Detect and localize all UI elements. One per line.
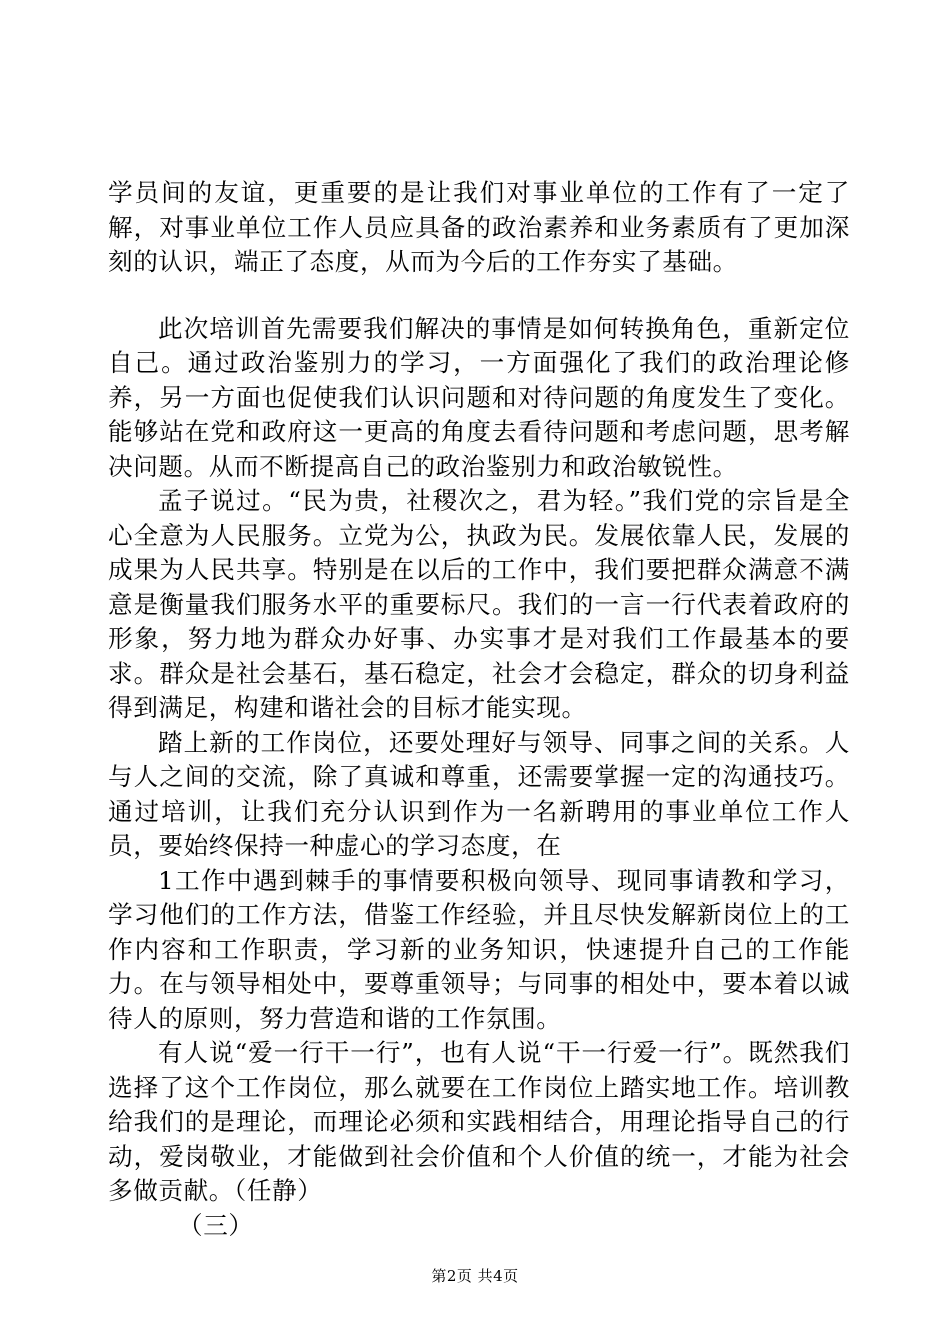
paragraph-mencius-quote: 孟子说过。“民为贵，社稷次之，君为轻。”我们党的宗旨是全心全意为人民服务。立党为公，执政为民。发展依靠人民，发展的成果为人民共享。特别是在以后的工作中，我们要把群众满意不满意是衡量我们服务水平的重要标尺。我们的一言一行代表着政府的形象，努力地为群众办好事、办实事才是对我们工作最基本的要求。群众是社会基石，基石稳定，社会才会稳定，群众的切身利益得到满足，构建和谐社会的目标才能实现。 bbox=[108, 486, 850, 722]
paragraph-learning-from-colleagues: 1工作中遇到棘手的事情要积极向领导、现同事请教和学习，学习他们的工作方法，借鉴工作经验，并且尽快发解新岗位上的工作内容和工作职责，学习新的业务知识，快速提升自己的工作能力。在与领导相处中，要尊重领导；与同事的相处中，要本着以诚待人的原则，努力营造和谐的工作氛围。 bbox=[108, 865, 850, 1033]
paragraph-role-transition: 此次培训首先需要我们解决的事情是如何转换角色，重新定位自己。通过政治鉴别力的学习，一方面强化了我们的政治理论修养，另一方面也促使我们认识问题和对待问题的角度发生了变化。能够站在党和政府这一更高的角度去看待问题和考虑问题，思考解决问题。从而不断提高自己的政治鉴别力和政治敏锐性。 bbox=[108, 313, 850, 481]
document-body bbox=[108, 176, 850, 1243]
section-heading-three: （三） bbox=[178, 1210, 254, 1240]
paragraph-workplace-relations: 踏上新的工作岗位，还要处理好与领导、同事之间的关系。人与人之间的交流，除了真诚和尊重，还需要掌握一定的沟通技巧。通过培训，让我们充分认识到作为一名新聘用的事业单位工作人员，要始终保持一种虚心的学习态度，在 bbox=[108, 727, 850, 860]
paragraph-continuation: 学员间的友谊，更重要的是让我们对事业单位的工作有了一定了解，对事业单位工作人员应具备的政治素养和业务素质有了更加深刻的认识，端正了态度，从而为今后的工作夯实了基础。 bbox=[108, 178, 850, 276]
page-number-footer: 第2页 共4页 bbox=[431, 1267, 519, 1285]
paragraph-gap bbox=[108, 280, 850, 312]
paragraph-love-your-job: 有人说“爱一行干一行”，也有人说“干一行爱一行”。既然我们选择了这个工作岗位，那么就要在工作岗位上踏实地工作。培训教给我们的是理论，而理论必须和实践相结合，用理论指导自己的行动，爱岗敬业，才能做到社会价值和个人价值的统一，才能为社会多做贡献。（任静） bbox=[108, 1038, 850, 1205]
